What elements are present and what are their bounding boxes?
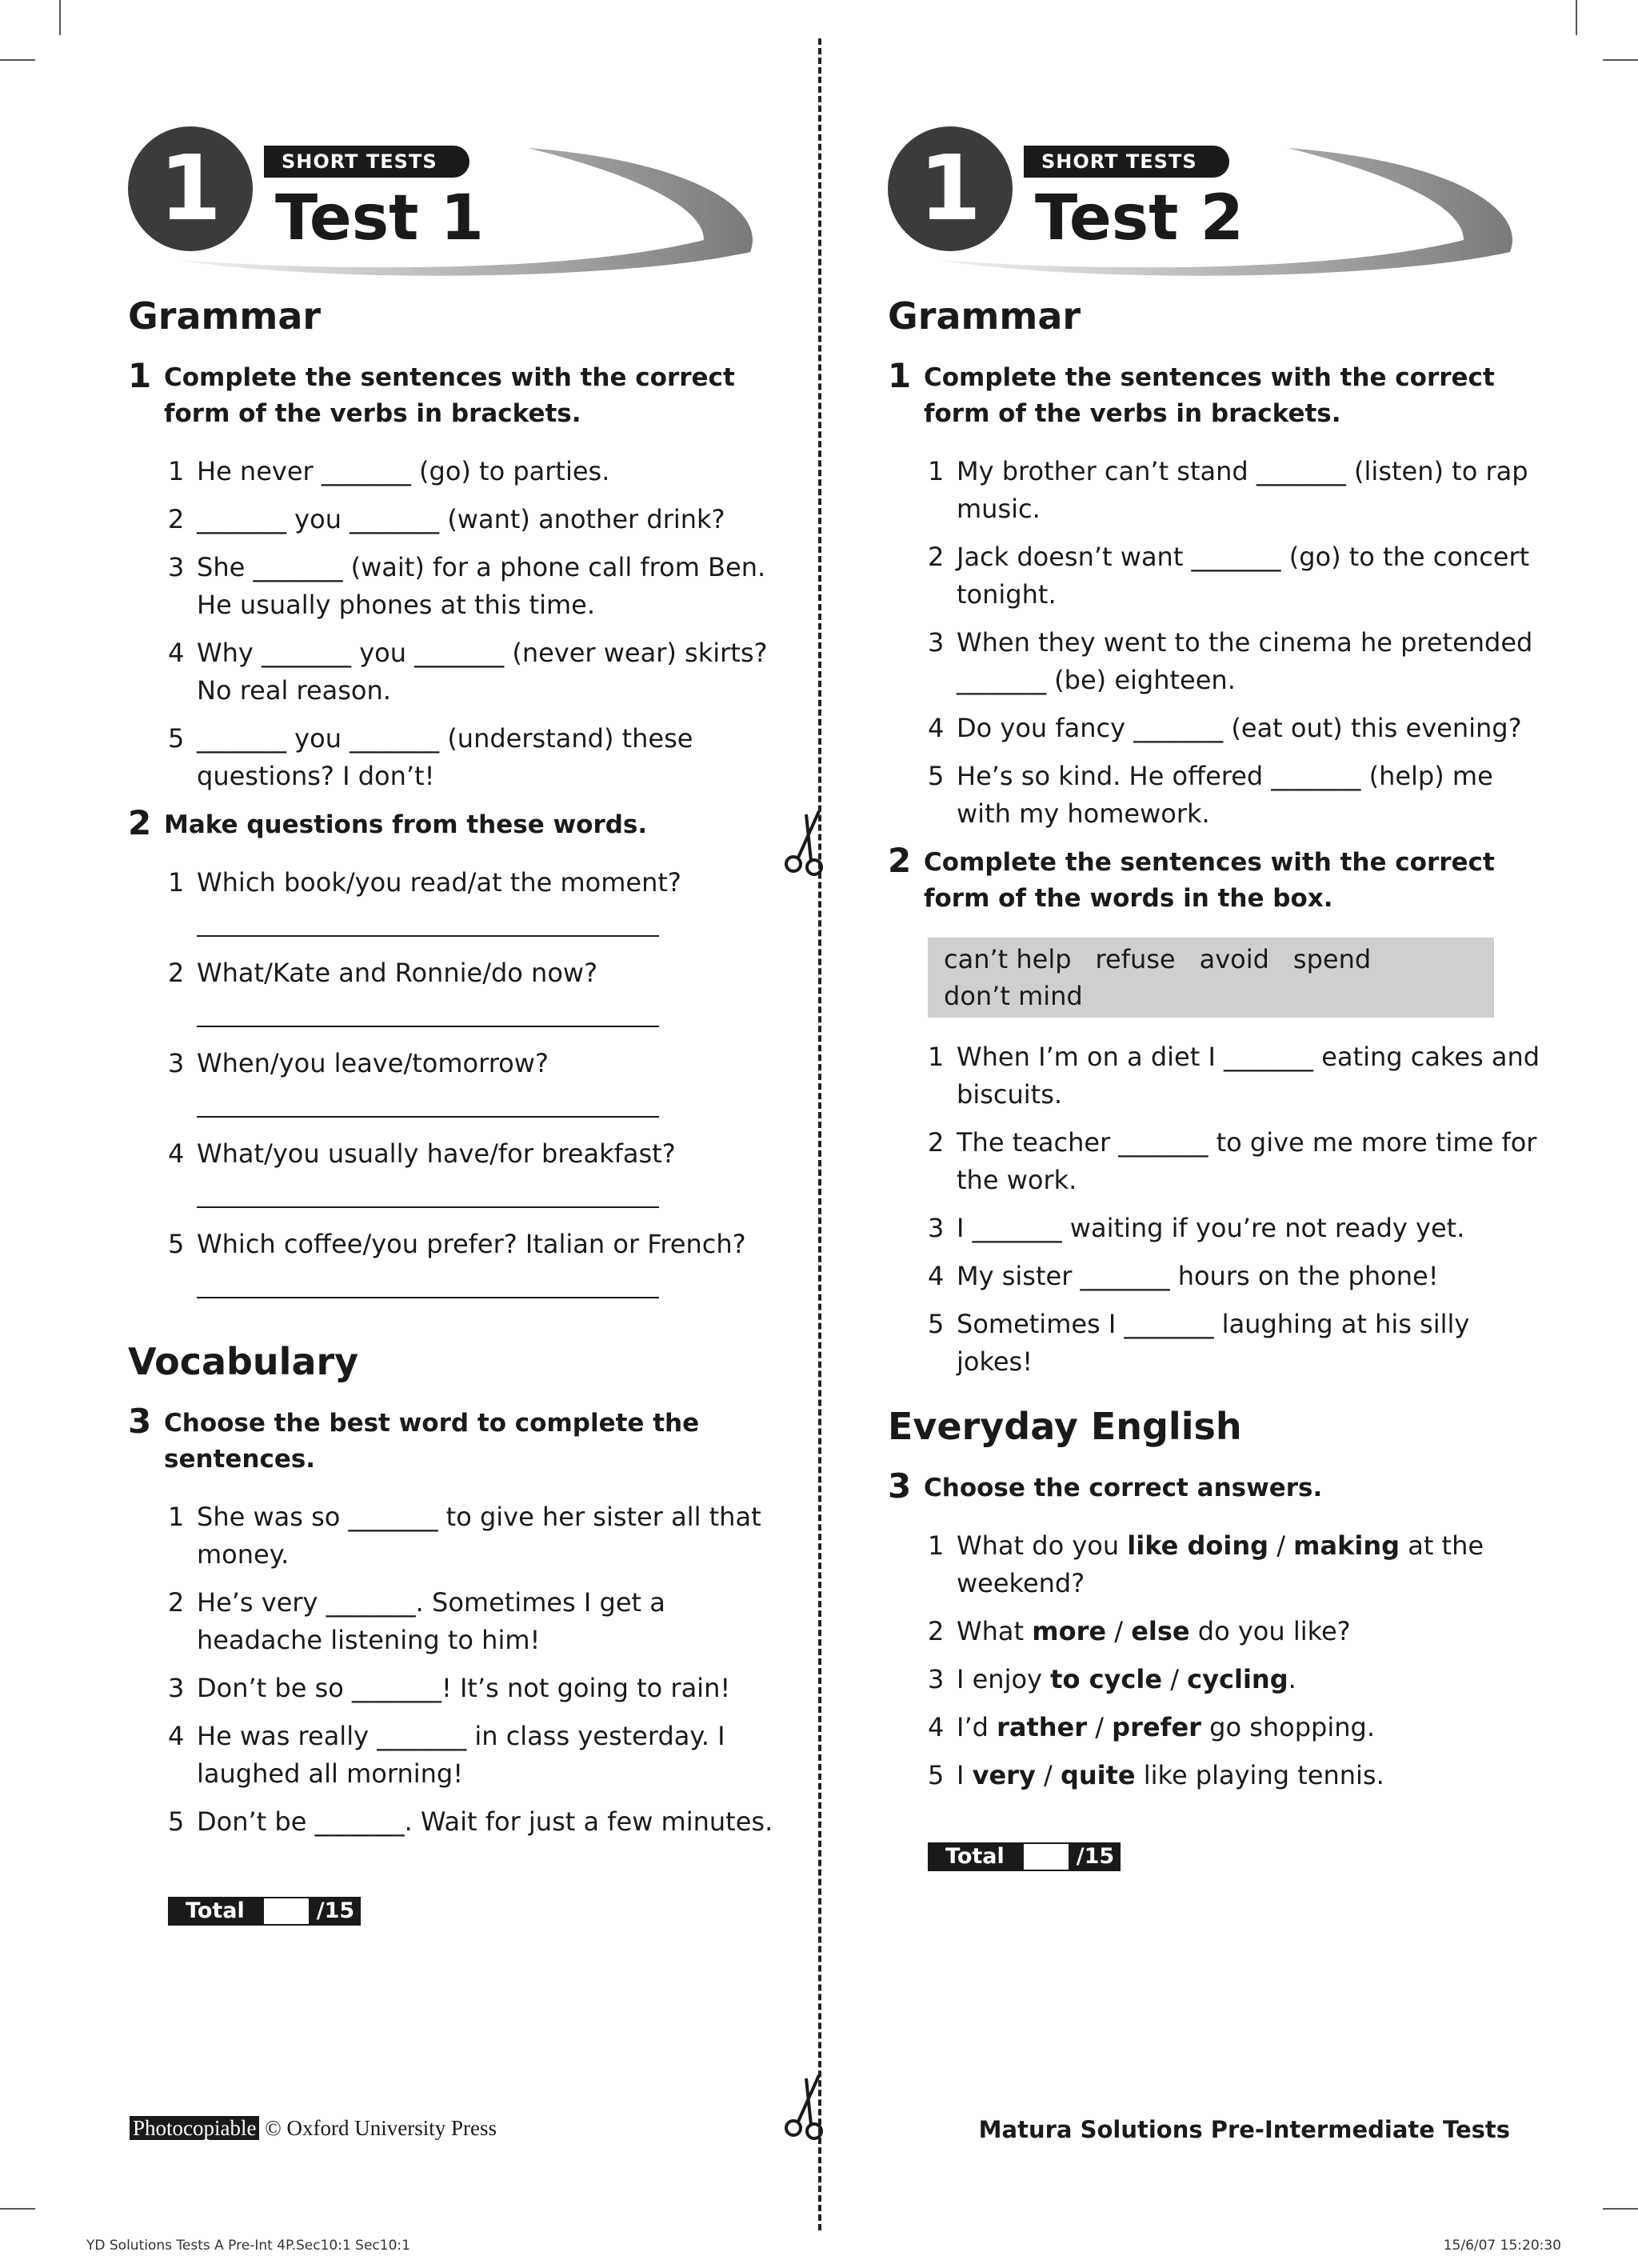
list-item: 3 Don’t be so _______! It’s not going to rain!	[168, 1673, 731, 1703]
word-box-item: avoid	[1199, 944, 1269, 974]
crop-mark	[1603, 59, 1638, 61]
task-text: Make questions from these words.	[164, 810, 648, 839]
exercise-list	[928, 453, 1552, 833]
list-item: 2 What more / else do you like?	[928, 1616, 1351, 1646]
test-number-circle: 1	[128, 126, 253, 251]
task-text: Choose the correct answers.	[924, 1474, 1323, 1502]
list-item: 1 When I’m on a diet I _______ eating cakes and biscuits.	[928, 1042, 1540, 1110]
exercise-list	[928, 1527, 1552, 1794]
list-item: 4 What/you usually have/for breakfast?	[168, 1135, 792, 1226]
list-item: 2 What/Kate and Ronnie/do now?	[168, 954, 792, 1045]
option-b[interactable]: making	[1293, 1530, 1400, 1561]
list-item: 4 Why _______ you _______ (never wear) skirts? No real reason.	[168, 638, 768, 706]
list-item: 3 When they went to the cinema he pretended _______ (be) eighteen.	[928, 627, 1533, 695]
exercise-list	[168, 1498, 792, 1841]
task-text: Complete the sentences with the correct form of the verbs in brackets.	[924, 363, 1495, 428]
list-item: 5 Don’t be _______. Wait for just a few minutes.	[168, 1806, 773, 1837]
answer-line[interactable]	[197, 1094, 659, 1118]
test-number-circle: 1	[888, 126, 1013, 251]
print-timestamp: 15/6/07 15:20:30	[1443, 2238, 1561, 2254]
crop-mark	[1603, 2208, 1638, 2210]
task-number: 3	[128, 1402, 152, 1441]
list-item: 5 He’s so kind. He offered _______ (help) me with my homework.	[928, 761, 1493, 829]
crop-mark	[59, 0, 61, 35]
copyright-notice	[130, 2116, 497, 2141]
task-instruction	[888, 1466, 1552, 1506]
publisher: © Oxford University Press	[265, 2116, 497, 2140]
list-item: 1 What do you like doing / making at the weekend?	[928, 1530, 1484, 1598]
total-score: Total /15	[168, 1897, 792, 1926]
list-item: 2 The teacher _______ to give me more time for the work.	[928, 1127, 1537, 1195]
book-title: Matura Solutions Pre-Intermediate Tests	[978, 2116, 1510, 2143]
option-a[interactable]: very	[972, 1760, 1036, 1790]
crop-mark	[0, 59, 35, 61]
list-item: 5 Sometimes I _______ laughing at his silly jokes!	[928, 1309, 1470, 1377]
list-item: 2 _______ you _______ (want) another drink?	[168, 504, 725, 534]
exercise-list	[928, 1038, 1552, 1381]
list-item: 3 I enjoy to cycle / cycling.	[928, 1664, 1296, 1694]
task-number: 3	[888, 1466, 912, 1506]
list-item: 3 I _______ waiting if you’re not ready yet.	[928, 1213, 1465, 1243]
word-box-item: spend	[1292, 944, 1372, 974]
option-a[interactable]: rather	[997, 1712, 1088, 1742]
task-number: 2	[888, 841, 912, 880]
task-text: Complete the sentences with the correct form of the words in the box.	[924, 848, 1495, 913]
task-number: 1	[888, 356, 912, 395]
exercise-list	[168, 453, 792, 795]
test-title: Test 1	[275, 182, 484, 254]
option-b[interactable]: quite	[1060, 1760, 1136, 1790]
answer-line[interactable]	[197, 1184, 659, 1208]
cut-line	[818, 38, 821, 2230]
word-box-item: don’t mind	[944, 981, 1083, 1011]
list-item: 5 Which coffee/you prefer? Italian or French?	[168, 1226, 792, 1316]
task-instruction	[888, 358, 1552, 432]
list-item: 4 Do you fancy _______ (eat out) this evening?	[928, 713, 1522, 743]
list-item: 5 _______ you _______ (understand) these questions? I don’t!	[168, 723, 693, 791]
task-number: 1	[128, 356, 152, 395]
list-item: 1 He never _______ (go) to parties.	[168, 456, 610, 486]
word-box	[928, 938, 1494, 1018]
task-text: Choose the best word to complete the sentences.	[164, 1409, 700, 1474]
task-instruction	[128, 1404, 792, 1478]
task-instruction	[888, 843, 1552, 917]
test-1-column	[128, 120, 792, 1926]
test-title: Test 2	[1035, 182, 1244, 254]
crop-mark	[1576, 0, 1577, 35]
list-item: 1 Which book/you read/at the moment?	[168, 864, 792, 954]
total-score: Total /15	[928, 1842, 1552, 1871]
task-instruction	[128, 803, 792, 843]
scissors-icon	[782, 2072, 830, 2144]
short-tests-label: SHORT TESTS	[264, 146, 469, 178]
list-item: 5 I very / quite like playing tennis.	[928, 1760, 1384, 1790]
exercise-list	[168, 864, 792, 1316]
word-box-item: can’t help	[944, 944, 1072, 974]
option-b[interactable]: else	[1131, 1616, 1190, 1646]
print-slug: YD Solutions Tests A Pre-Int 4P.Sec10:1 Sec10:1	[86, 2238, 410, 2254]
task-text: Complete the sentences with the correct form of the verbs in brackets.	[164, 363, 735, 428]
grammar-heading: Grammar	[128, 294, 322, 338]
test-banner	[128, 120, 768, 280]
photocopiable-label: Photocopiable	[130, 2116, 259, 2140]
everyday-english-heading: Everyday English	[888, 1405, 1242, 1448]
option-b[interactable]: cycling	[1187, 1664, 1288, 1694]
short-tests-label: SHORT TESTS	[1024, 146, 1229, 178]
option-a[interactable]: more	[1032, 1616, 1107, 1646]
test-2-column	[888, 120, 1552, 1871]
answer-line[interactable]	[197, 913, 659, 937]
answer-line[interactable]	[197, 1274, 659, 1298]
test-banner	[888, 120, 1528, 280]
score-box[interactable]	[1022, 1842, 1070, 1871]
option-a[interactable]: like doing	[1127, 1530, 1269, 1561]
list-item: 3 When/you leave/tomorrow?	[168, 1045, 792, 1135]
list-item: 4 I’d rather / prefer go shopping.	[928, 1712, 1375, 1742]
grammar-heading: Grammar	[888, 294, 1081, 338]
word-box-item: refuse	[1095, 944, 1176, 974]
list-item: 4 My sister _______ hours on the phone!	[928, 1261, 1439, 1291]
task-number: 2	[128, 803, 152, 842]
task-instruction	[128, 358, 792, 432]
list-item: 3 She _______ (wait) for a phone call from Ben. He usually phones at this time.	[168, 552, 766, 620]
answer-line[interactable]	[197, 1003, 659, 1027]
list-item: 1 She was so _______ to give her sister all that money.	[168, 1502, 761, 1570]
list-item: 2 He’s very _______. Sometimes I get a headache listening to him!	[168, 1587, 665, 1655]
score-box[interactable]	[262, 1897, 310, 1926]
vocabulary-heading: Vocabulary	[128, 1340, 359, 1383]
list-item: 4 He was really _______ in class yesterday. I laughed all morning!	[168, 1721, 725, 1789]
list-item: 2 Jack doesn’t want _______ (go) to the concert tonight.	[928, 542, 1530, 610]
list-item: 1 My brother can’t stand _______ (listen) to rap music.	[928, 456, 1528, 524]
crop-mark	[0, 2208, 35, 2210]
option-a[interactable]: to cycle	[1050, 1664, 1163, 1694]
option-b[interactable]: prefer	[1112, 1712, 1201, 1742]
